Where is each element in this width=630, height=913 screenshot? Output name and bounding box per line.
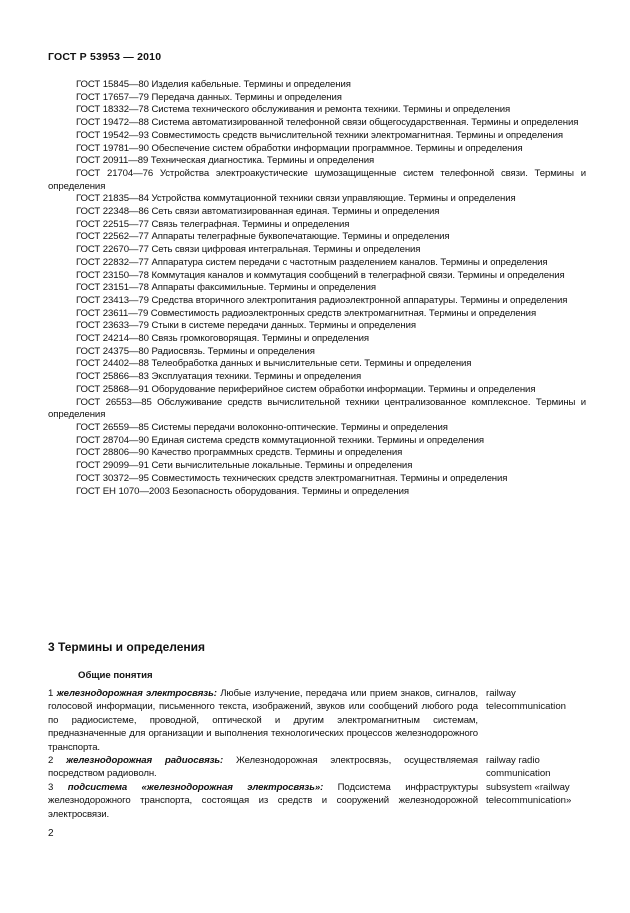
- reference-item: ГОСТ 23413—79 Средства вторичного электропитания радиоэлектронной аппаратуры. Термины и определения: [76, 294, 568, 306]
- term-name: железнодорожная радиосвязь:: [66, 755, 224, 767]
- reference-item: ГОСТ 28806—90 Качество программных средств. Термины и определения: [76, 447, 403, 459]
- terms-list: [48, 687, 586, 821]
- term-text: [48, 687, 478, 754]
- reference-item: ГОСТ 28704—90 Единая система средств коммутационной техники. Термины и определения: [76, 434, 484, 446]
- reference-item: ГОСТ 26553—85 Обслуживание средств вычислительной техники централизованное комплексное. Термины и определения: [48, 396, 586, 421]
- reference-item: ГОСТ 19472—88 Система автоматизированной телефонной связи общегосударственная. Термины и определения: [76, 117, 579, 129]
- reference-item: ГОСТ 22348—86 Сеть связи автоматизированная единая. Термины и определения: [76, 206, 440, 218]
- reference-item: ГОСТ 19781—90 Обеспечение систем обработки информации программное. Термины и определения: [76, 142, 523, 154]
- term-definition: Железнодорожная электросвязь, осуществляемая посредством радиоволн.: [48, 755, 478, 780]
- reference-item: ГОСТ 24375—80 Радиосвязь. Термины и определения: [76, 345, 315, 357]
- term-entry: [48, 754, 586, 781]
- reference-item: ГОСТ 23611—79 Совместимость радиоэлектронных средств электромагнитная. Термины и определения: [76, 307, 537, 319]
- term-number: 3: [48, 781, 54, 793]
- reference-item: ГОСТ 24214—80 Связь громкоговорящая. Термины и определения: [76, 333, 369, 345]
- term-english: railway radio communication: [486, 755, 551, 780]
- term-name: железнодорожная электросвязь:: [56, 688, 217, 699]
- reference-item: ГОСТ 22670—77 Сеть связи цифровая интегральная. Термины и определения: [76, 244, 421, 256]
- reference-item: ГОСТ 26559—85 Системы передачи волоконно-оптические. Термины и определения: [76, 421, 448, 433]
- term-definition: Любые излучение, передача или прием знаков, сигналов, голосовой информации, письменного текста, изображений, звуков или сообщений любого рода по радиосистеме, проводной, оптической и другим электромагнитным системам, предназначенные для организации и выполнения технологических процессов железнодорожного транспорта.: [48, 688, 478, 753]
- references-list: [48, 79, 586, 498]
- term-entry: [48, 781, 586, 821]
- term-definition: Подсистема инфраструктуры железнодорожного транспорта, состоящая из средств и сооружений железнодорожной электросвязи.: [48, 781, 478, 820]
- reference-item: ГОСТ 30372—95 Совместимость технических средств электромагнитная. Термины и определения: [76, 472, 508, 484]
- reference-item: ГОСТ ЕН 1070—2003 Безопасность оборудования. Термины и определения: [76, 485, 409, 497]
- reference-item: ГОСТ 17657—79 Передача данных. Термины и определения: [76, 91, 342, 103]
- term-english: railway telecommunication: [486, 688, 566, 713]
- reference-item: ГОСТ 19542—93 Совместимость средств вычислительной техники электромагнитная. Термины и определения: [76, 129, 563, 141]
- reference-item: ГОСТ 25868—91 Оборудование периферийное систем обработки информации. Термины и определения: [76, 383, 536, 395]
- reference-item: ГОСТ 22832—77 Аппаратура систем передачи с частотным разделением каналов. Термины и определения: [76, 256, 548, 268]
- term-english: subsystem «railway telecommunication»: [486, 781, 572, 807]
- reference-item: ГОСТ 23633—79 Стыки в системе передачи данных. Термины и определения: [76, 320, 416, 332]
- reference-item: ГОСТ 21835—84 Устройства коммутационной техники связи управляющие. Термины и определения: [76, 193, 516, 205]
- reference-item: ГОСТ 15845—80 Изделия кабельные. Термины и определения: [76, 79, 351, 90]
- reference-item: ГОСТ 23150—78 Коммутация каналов и коммутация сообщений в телеграфной связи. Термины и определения: [76, 269, 565, 281]
- section-title: 3 Термины и определения: [48, 640, 206, 654]
- page-number: 2: [48, 828, 54, 839]
- term-text: [48, 754, 478, 781]
- term-entry: [48, 687, 586, 754]
- term-text: [48, 781, 478, 821]
- reference-item: ГОСТ 18332—78 Система технического обслуживания и ремонта техники. Термины и определения: [76, 104, 511, 116]
- term-name: подсистема «железнодорожная электросвязь»:: [67, 781, 324, 793]
- term-number: 2: [48, 755, 54, 767]
- reference-item: ГОСТ 25866—83 Эксплуатация техники. Термины и определения: [76, 371, 362, 383]
- reference-item: ГОСТ 21704—76 Устройства электроакустические шумозащищенные систем телефонной связи. Термины и определения: [48, 167, 586, 192]
- reference-item: ГОСТ 23151—78 Аппараты факсимильные. Термины и определения: [76, 282, 376, 294]
- reference-item: ГОСТ 24402—88 Телеобработка данных и вычислительные сети. Термины и определения: [76, 358, 472, 370]
- reference-item: ГОСТ 22515—77 Связь телеграфная. Термины и определения: [76, 218, 350, 230]
- reference-item: ГОСТ 29099—91 Сети вычислительные локальные. Термины и определения: [76, 460, 413, 472]
- reference-item: ГОСТ 20911—89 Техническая диагностика. Термины и определения: [76, 155, 375, 167]
- reference-item: ГОСТ 22562—77 Аппараты телеграфные буквопечатающие. Термины и определения: [76, 231, 450, 243]
- term-number: 1: [48, 688, 54, 699]
- subsection-title: Общие понятия: [78, 670, 153, 681]
- document-header: ГОСТ Р 53953 — 2010: [48, 51, 162, 63]
